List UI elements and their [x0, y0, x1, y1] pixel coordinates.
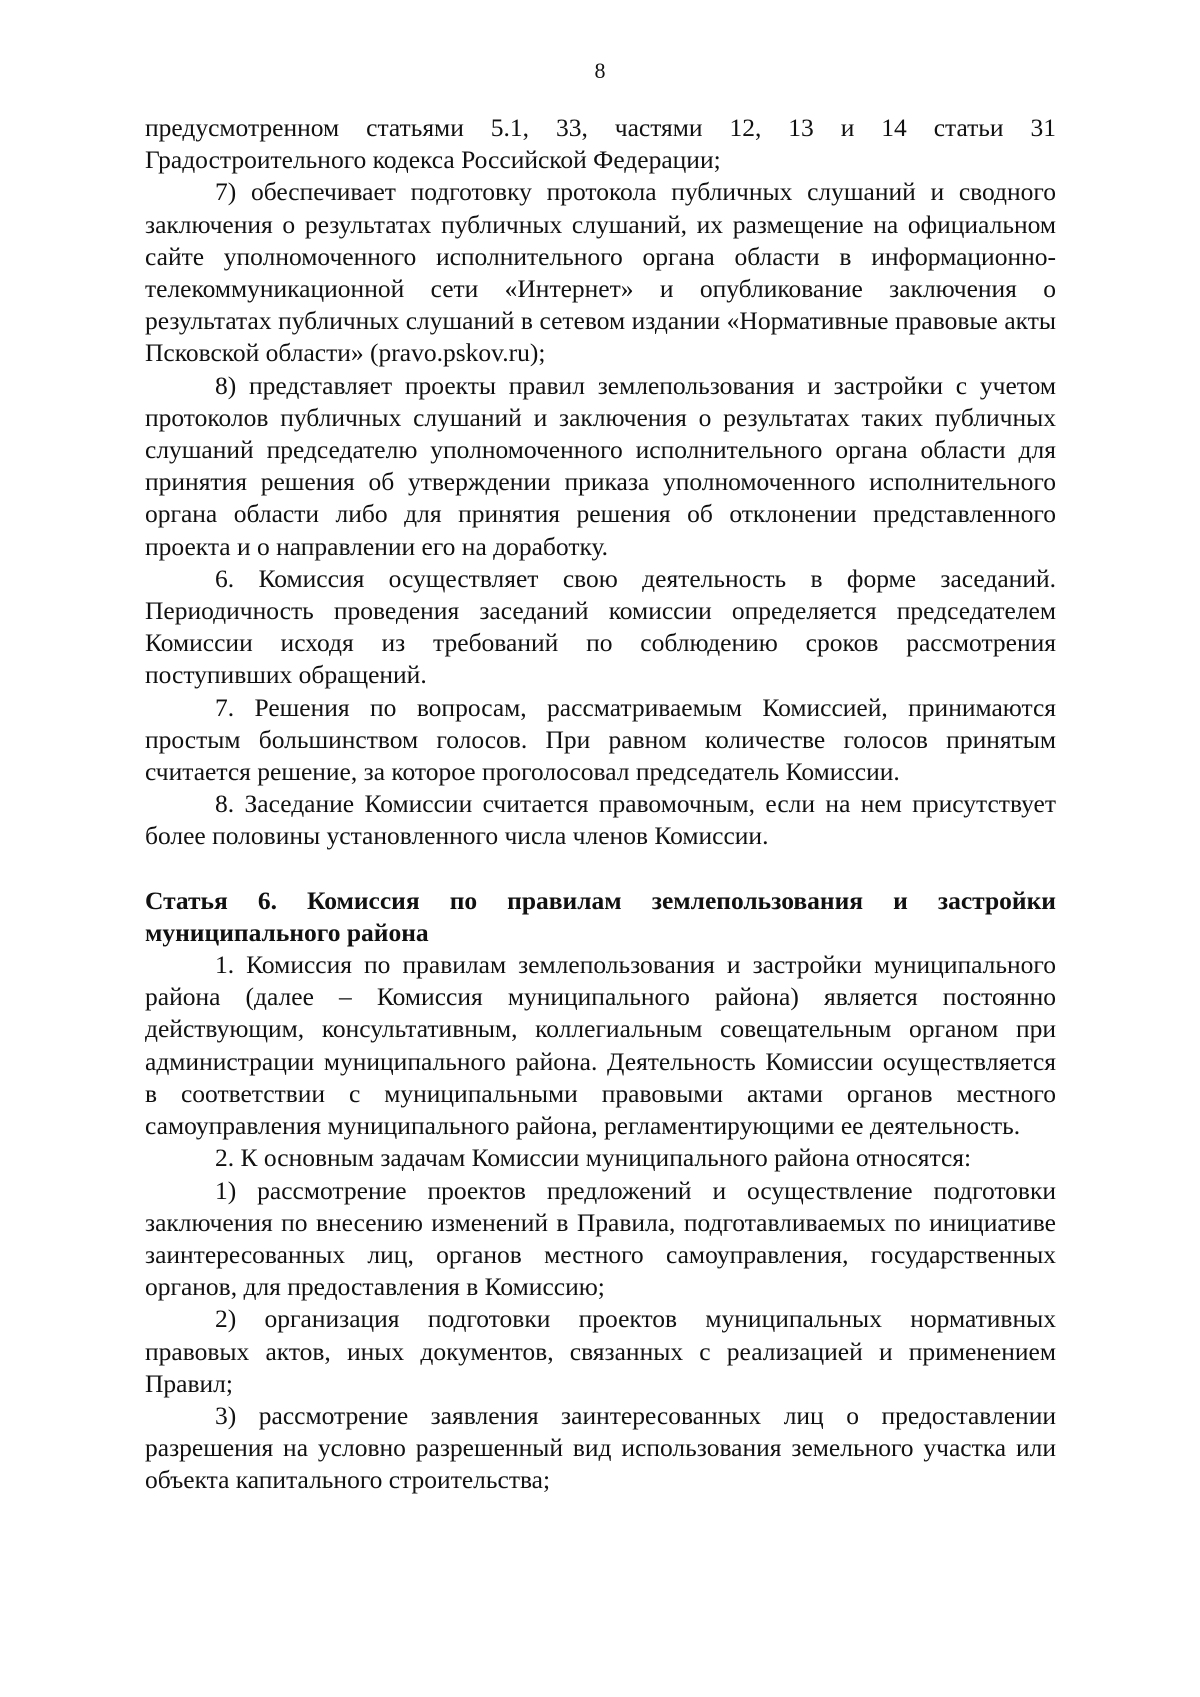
paragraph-item-7: 7) обеспечивает подготовку протокола публичных слушаний и сводного заключения о результатах публичных слушаний, их размещение на официальном сайте уполномоченного исполнительного органа области в информационно-телекоммуникационной сети «Интернет» и опубликование заключения о результатах публичных слушаний в сетевом издании «Нормативные правовые акты Псковской области» (pravo.pskov.ru);: [145, 177, 1056, 368]
document-body: [145, 112, 1056, 1497]
paragraph-task-1: 1) рассмотрение проектов предложений и осуществление подготовки заключения по внесению изменений в Правила, подготавливаемых по инициативе заинтересованных лиц, органов местного самоуправления, государственных органов, для предоставления в Комиссию;: [145, 1175, 1056, 1302]
paragraph-task-3: 3) рассмотрение заявления заинтересованных лиц о предоставлении разрешения на условно разрешенный вид использования земельного участка или объекта капитального строительства;: [145, 1400, 1056, 1495]
paragraph-clause-8: 8. Заседание Комиссии считается правомочным, если на нем присутствует более половины установленного числа членов Комиссии.: [145, 789, 1056, 851]
paragraph-item-8: 8) представляет проекты правил землепользования и застройки с учетом протоколов публичных слушаний и заключения о результатах таких публичных слушаний председателю уполномоченного исполнительного органа области для принятия решения об утверждении приказа уполномоченного исполнительного органа области либо для принятия решения об отклонении представленного проекта и о направлении его на доработку.: [145, 370, 1056, 561]
paragraph-task-2: 2) организация подготовки проектов муниципальных нормативных правовых актов, иных документов, связанных с реализацией и применением Правил;: [145, 1304, 1056, 1398]
paragraph-continuation: предусмотренном статьями 5.1, 33, частями 12, 13 и 14 статьи 31 Градостроительного кодекса Российской Федерации;: [145, 113, 1056, 175]
paragraph-article6-clause-2: 2. К основным задачам Комиссии муниципального района относятся:: [215, 1143, 972, 1173]
paragraph-article6-clause-1: 1. Комиссия по правилам землепользования и застройки муниципального района (далее – Комиссия муниципального района) является постоянно действующим, консультативным, коллегиальным совещательным органом при администрации муниципального района. Деятельность Комиссии осуществляется в соответствии с муниципальными правовыми актами органов местного самоуправления муниципального района, регламентирующими ее деятельность.: [145, 950, 1056, 1141]
page-number: 8: [594, 58, 606, 83]
section-heading-article-6: Статья 6. Комиссия по правилам землепользования и застройки муниципального района: [145, 885, 1056, 947]
paragraph-clause-6: 6. Комиссия осуществляет свою деятельность в форме заседаний. Периодичность проведения заседаний комиссии определяется председателем Комиссии исходя из требований по соблюдению сроков рассмотрения поступивших обращений.: [145, 563, 1056, 690]
paragraph-clause-7: 7. Решения по вопросам, рассматриваемым Комиссией, принимаются простым большинством голосов. При равном количестве голосов принятым считается решение, за которое проголосовал председатель Комиссии.: [145, 692, 1056, 787]
